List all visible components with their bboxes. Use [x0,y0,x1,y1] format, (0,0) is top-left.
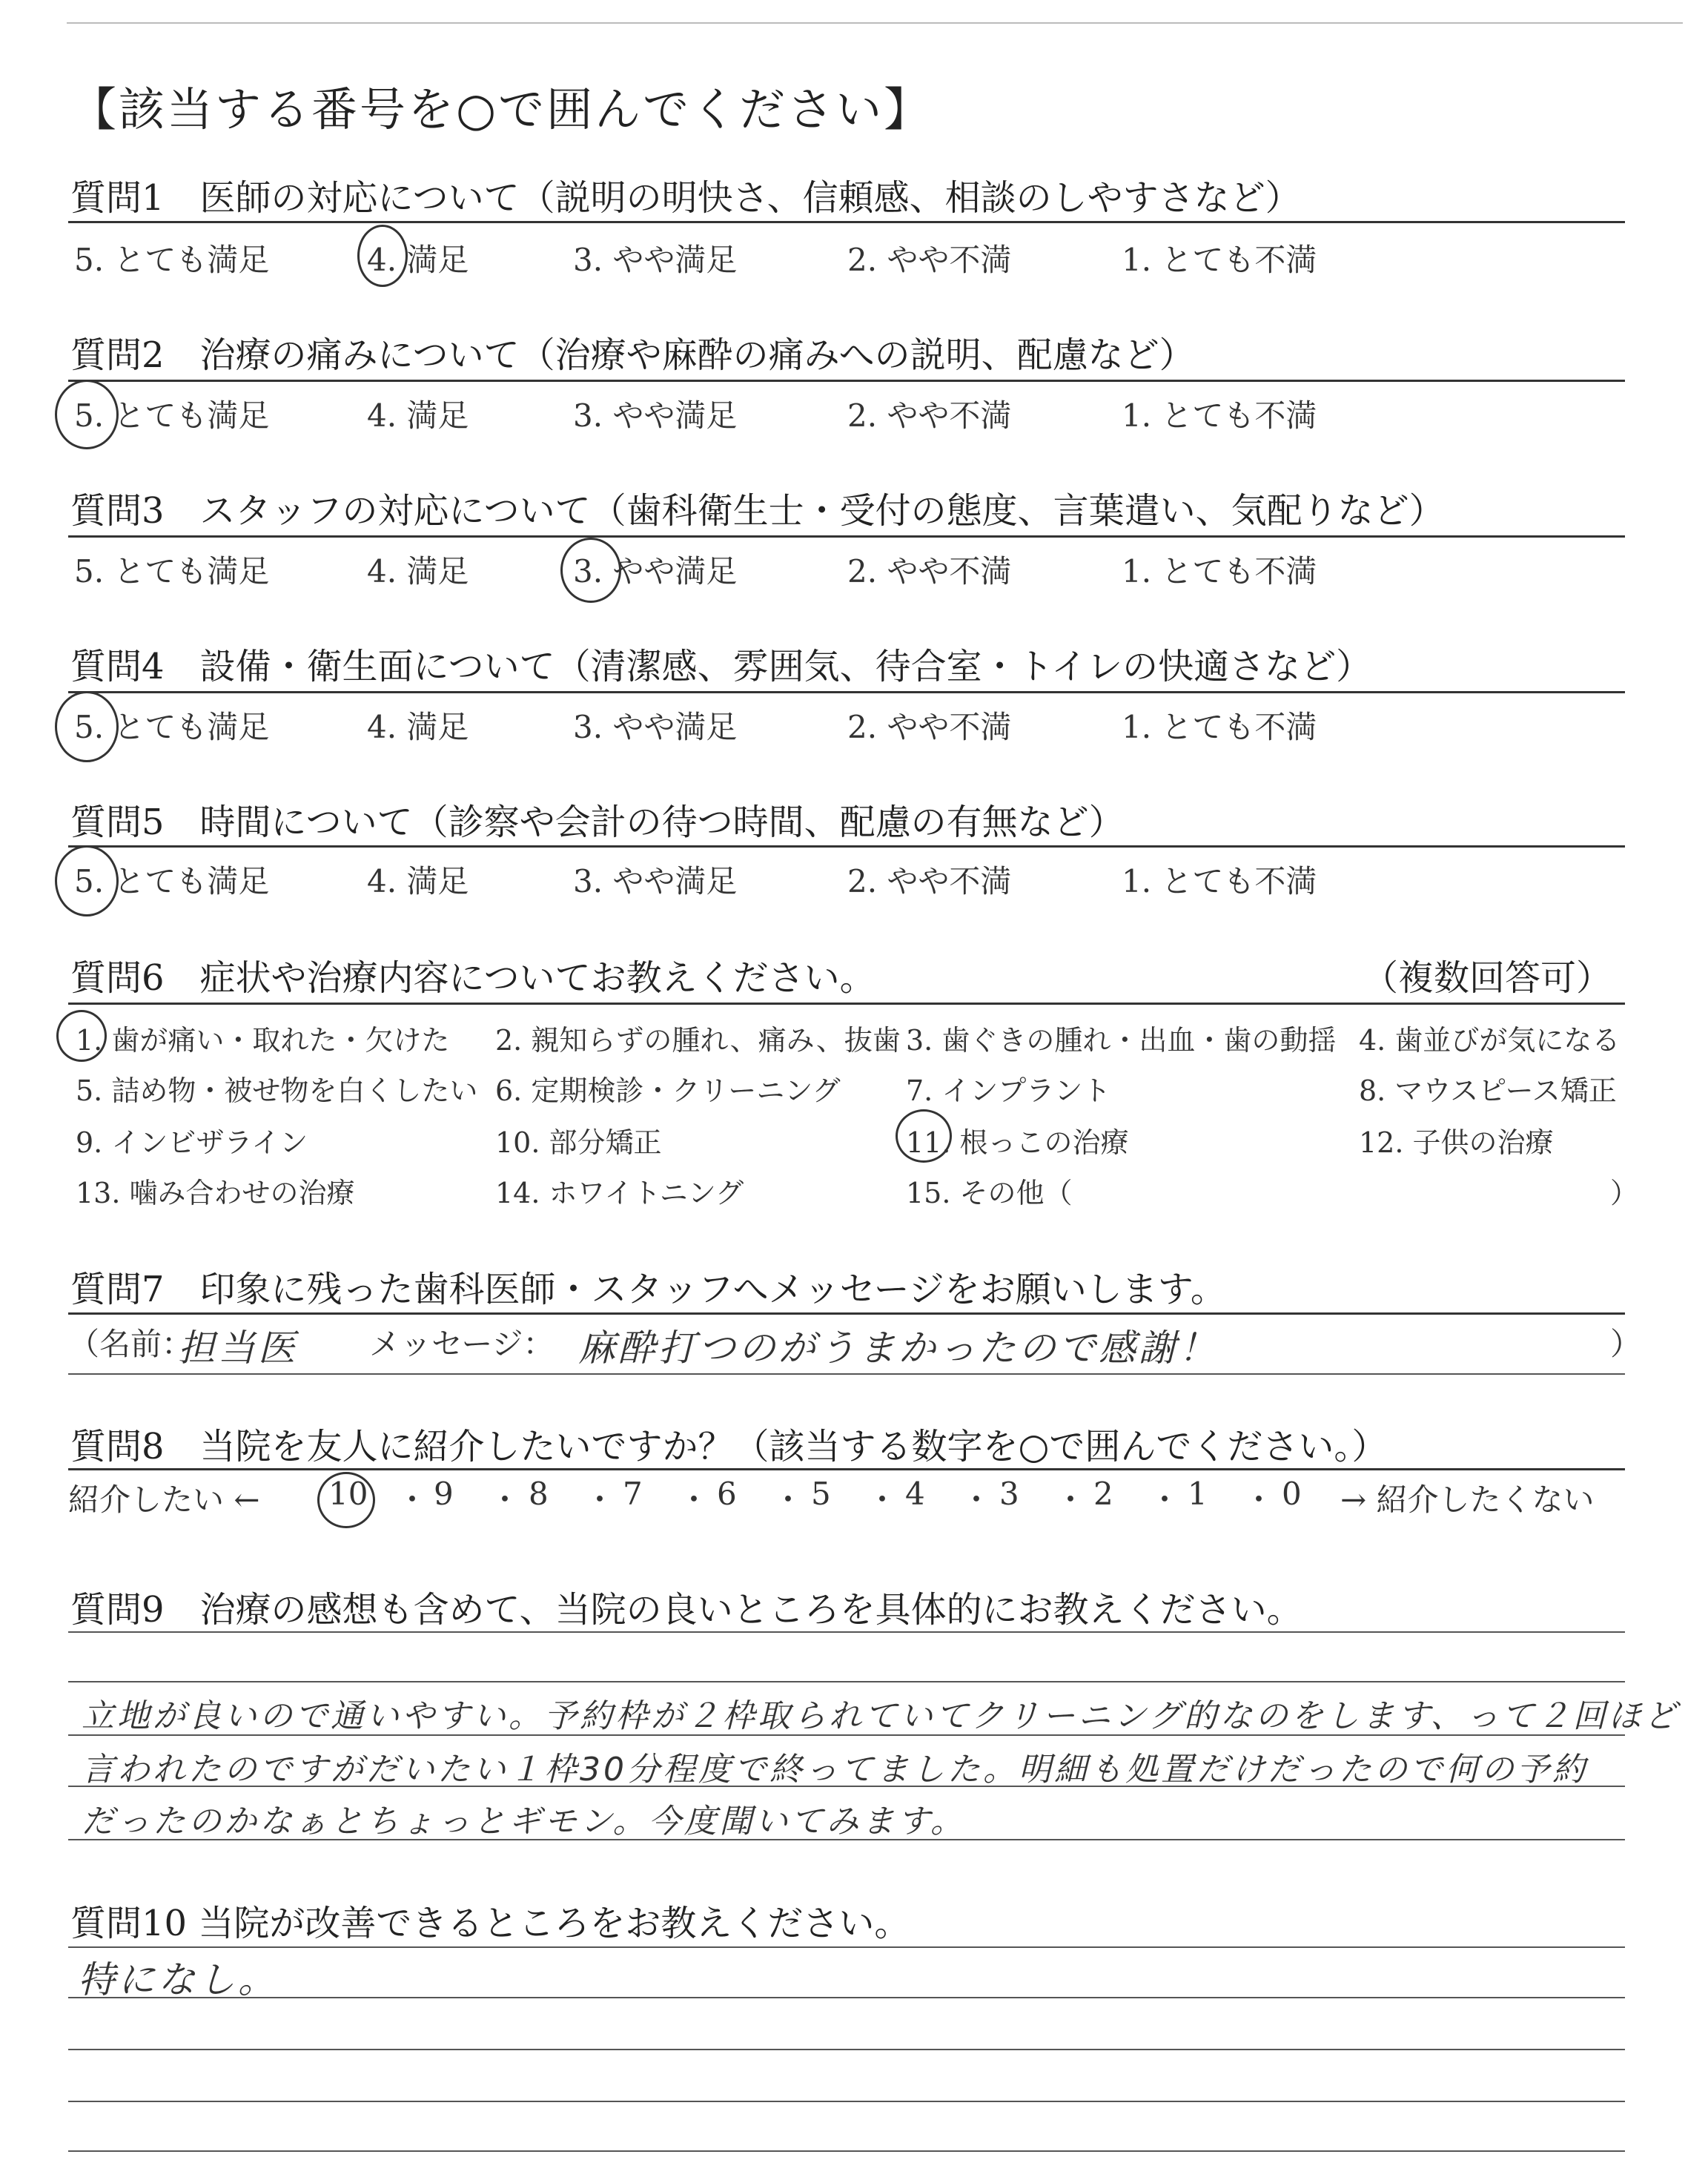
q3-option-1[interactable]: 1. とても不満 [1122,553,1317,589]
q3-heading: 質問3 スタッフの対応について（歯科衛生士・受付の態度、言葉遣い、気配りなど） [70,490,1445,532]
q9-line-0 [68,1631,1625,1633]
q4-option-4[interactable]: 4. 満足 [367,709,469,745]
q8-dot: ・ [867,1482,898,1518]
q8-right-label: → 紹介したくない [1340,1482,1595,1518]
q8-score-0[interactable]: 0 [1282,1476,1302,1512]
q4-option-5[interactable]: 5. とても満足 [74,709,270,745]
q3-option-5[interactable]: 5. とても満足 [74,553,270,589]
q8-dot: ・ [489,1482,521,1518]
q8-answer-circle [317,1472,375,1528]
q1-option-3[interactable]: 3. やや満足 [573,242,738,278]
q8-dot: ・ [584,1482,616,1518]
q5-option-4[interactable]: 4. 満足 [367,863,469,899]
q8-left-label: 紹介したい ← [68,1482,260,1518]
q7-rule [68,1312,1625,1315]
q6-item-4[interactable]: 4. 歯並びが気になる [1359,1024,1621,1057]
q4-rule [68,691,1625,693]
q8-score-10[interactable]: 10 [328,1476,368,1512]
q9-answer-line-1[interactable]: 立地が良いので通いやすい。予約枠が２枠取られていてクリーニング的なのをします、って２回ほど [82,1697,1680,1735]
q2-option-1[interactable]: 1. とても不満 [1122,397,1317,434]
q10-line-0 [68,1946,1625,1948]
q4-option-2[interactable]: 2. やや不満 [847,709,1012,745]
q8-dot: ・ [397,1482,428,1518]
q7-heading: 質問7 印象に残った歯科医師・スタッフへメッセージをお願いします。 [70,1269,1226,1310]
q3-option-3[interactable]: 3. やや満足 [573,553,738,589]
q1-option-4[interactable]: 4. 満足 [367,242,469,278]
q1-rule [68,221,1625,223]
q6-item-5[interactable]: 5. 詰め物・被せ物を白くしたい [76,1074,478,1107]
q9-answer-line-2[interactable]: 言われたのですがだいたい１枠30分程度で終ってました。明細も処置だけだったので何の予約 [82,1751,1588,1789]
q8-score-8[interactable]: 8 [529,1476,549,1512]
q8-rule [68,1468,1625,1470]
q10-heading: 質問10 当院が改善できるところをお教えください。 [70,1903,910,1944]
q2-answer-circle [55,380,119,449]
q8-score-6[interactable]: 6 [717,1476,737,1512]
q8-dot: ・ [772,1482,804,1518]
q2-option-5[interactable]: 5. とても満足 [74,397,270,434]
q2-option-2[interactable]: 2. やや不満 [847,397,1012,434]
q6-item-14[interactable]: 14. ホワイトニング [495,1177,744,1209]
q9-answer-line-3[interactable]: だったのかなぁとちょっとギモン。今度聞いてみます。 [82,1803,966,1840]
q8-dot: ・ [678,1482,710,1518]
q1-option-1[interactable]: 1. とても不満 [1122,242,1317,278]
q10-line-3 [68,2101,1625,2102]
q3-answer-circle [560,538,621,603]
q6-heading: 質問6 症状や治療内容についてお教えください。 [70,957,875,999]
q8-score-7[interactable]: 7 [623,1476,643,1512]
q8-dot: ・ [1055,1482,1087,1518]
q5-option-2[interactable]: 2. やや不満 [847,863,1012,899]
q5-answer-circle [55,845,119,916]
top-border [67,22,1683,24]
q1-option-5[interactable]: 5. とても満足 [74,242,270,278]
q5-option-5[interactable]: 5. とても満足 [74,863,270,899]
q6-item-1[interactable]: 1. 歯が痛い・取れた・欠けた [76,1024,450,1057]
q6-item-13[interactable]: 13. 噛み合わせの治療 [76,1177,355,1209]
q5-rule [68,845,1625,848]
q2-option-3[interactable]: 3. やや満足 [573,397,738,434]
q6-item-8[interactable]: 8. マウスピース矯正 [1359,1074,1617,1107]
q10-line-1 [68,1997,1625,1998]
q7-message-label: メッセージ： [369,1326,555,1362]
q3-rule [68,535,1625,538]
q7-close: ） [1610,1326,1642,1362]
q9-heading: 質問9 治療の感想も含めて、当院の良いところを具体的にお教えください。 [70,1589,1302,1631]
q4-heading: 質問4 設備・衛生面について（清潔感、雰囲気、待合室・トイレの快適さなど） [70,646,1372,687]
q2-heading: 質問2 治療の痛みについて（治療や麻酔の痛みへの説明、配慮など） [70,334,1195,376]
q9-line-1 [68,1681,1625,1682]
q6-item-11[interactable]: 11. 根っこの治療 [906,1126,1129,1159]
q6-item-10[interactable]: 10. 部分矯正 [495,1126,662,1159]
q6-item-7[interactable]: 7. インプラント [906,1074,1111,1107]
q5-option-3[interactable]: 3. やや満足 [573,863,738,899]
q6-item-3[interactable]: 3. 歯ぐきの腫れ・出血・歯の動揺 [906,1024,1337,1057]
q4-answer-circle [55,691,119,762]
q10-answer[interactable]: 特になし。 [78,1958,278,2001]
q3-option-2[interactable]: 2. やや不満 [847,553,1012,589]
q8-dot: ・ [1149,1482,1181,1518]
q8-score-1[interactable]: 1 [1188,1476,1208,1512]
q8-heading: 質問8 当院を友人に紹介したいですか？（該当する数字を○で囲んでください。） [70,1426,1388,1467]
q4-option-1[interactable]: 1. とても不満 [1122,709,1317,745]
q8-dot: ・ [961,1482,993,1518]
q6-answer-circle-1 [56,1010,107,1062]
q6-item-12[interactable]: 12. 子供の治療 [1359,1126,1554,1159]
q10-line-2 [68,2049,1625,2050]
q7-name-label: （名前： [68,1326,193,1362]
q6-item-15[interactable]: 15. その他（ [906,1177,1073,1209]
q10-line-4 [68,2150,1625,2152]
q8-score-4[interactable]: 4 [905,1476,925,1512]
q7-name-value[interactable]: 担当医 [178,1327,298,1370]
q3-option-4[interactable]: 4. 満足 [367,553,469,589]
q8-score-9[interactable]: 9 [434,1476,454,1512]
q6-item-9[interactable]: 9. インビザライン [76,1126,308,1159]
q6-item-2[interactable]: 2. 親知らずの腫れ、痛み、抜歯 [495,1024,901,1057]
q6-rule [68,1003,1625,1005]
q1-option-2[interactable]: 2. やや不満 [847,242,1012,278]
page-title: 【該当する番号を○で囲んでください】 [70,82,933,136]
q5-option-1[interactable]: 1. とても不満 [1122,863,1317,899]
q1-heading: 質問1 医師の対応について（説明の明快さ、信頼感、相談のしやすさなど） [70,177,1301,219]
q8-score-5[interactable]: 5 [811,1476,831,1512]
q8-score-2[interactable]: 2 [1093,1476,1113,1512]
q6-item-15-close: ） [1610,1177,1639,1209]
q4-option-3[interactable]: 3. やや満足 [573,709,738,745]
q2-option-4[interactable]: 4. 満足 [367,397,469,434]
q8-dot: ・ [1243,1482,1275,1518]
q5-heading: 質問5 時間について（診察や会計の待つ時間、配慮の有無など） [70,802,1125,843]
q6-note: （複数回答可） [1363,957,1612,999]
q2-rule [68,380,1625,382]
q8-score-3[interactable]: 3 [999,1476,1019,1512]
q1-answer-circle [357,225,408,287]
q7-message-value[interactable]: 麻酔打つのがうまかったので感謝！ [578,1327,1219,1370]
q6-item-6[interactable]: 6. 定期検診・クリーニング [495,1074,841,1107]
q7-bottom-rule [68,1373,1625,1375]
q6-answer-circle-11 [896,1109,952,1163]
